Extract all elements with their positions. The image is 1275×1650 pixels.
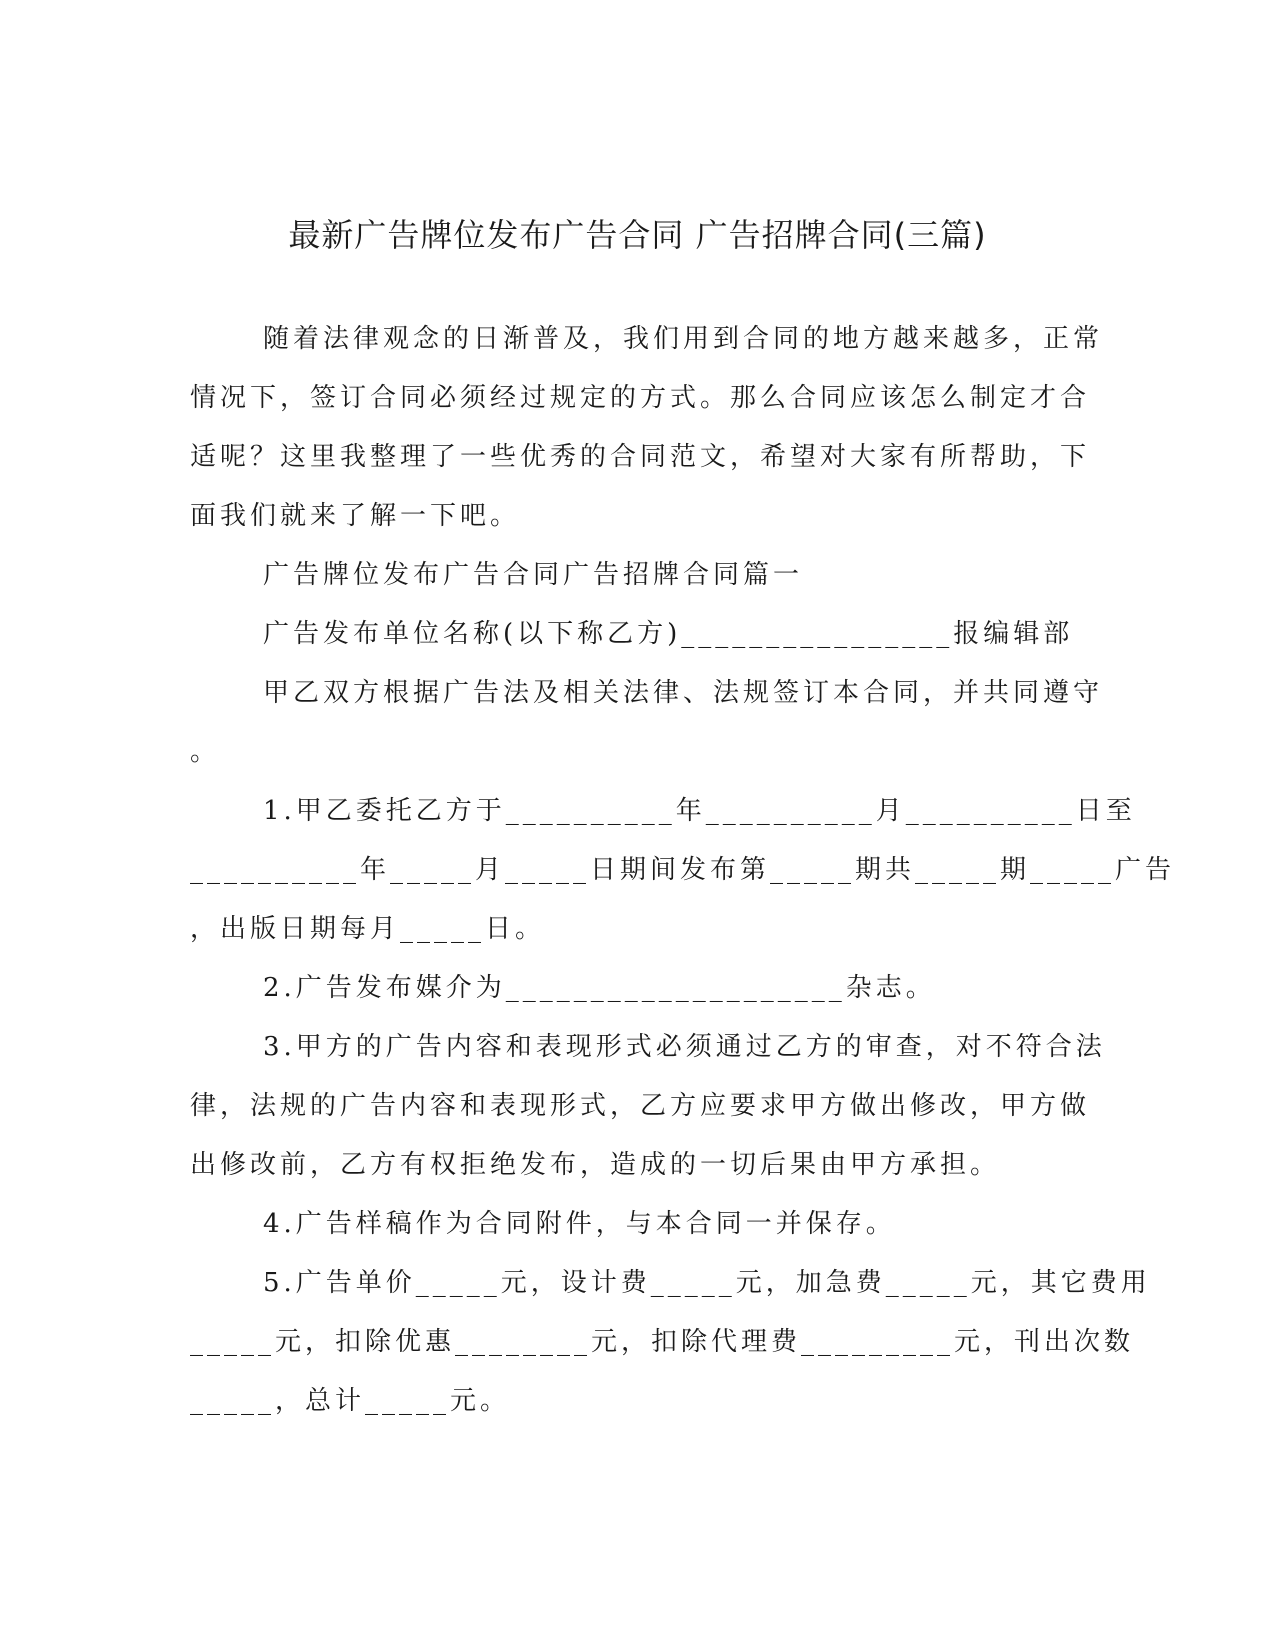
clause-4: 4.广告样稿作为合同附件，与本合同一并保存。 [263, 1209, 896, 1239]
intro-line-2: 情况下，签订合同必须经过规定的方式。那么合同应该怎么制定才合 [190, 383, 1091, 413]
clause-1-line-3: ，出版日期每月_____日。 [190, 914, 546, 944]
clause-3-line-1: 3.甲方的广告内容和表现形式必须通过乙方的审查，对不符合法 [263, 1032, 1106, 1062]
intro-line-1: 随着法律观念的日渐普及，我们用到合同的地方越来越多，正常 [263, 324, 1104, 354]
clause-3-line-2: 律，法规的广告内容和表现形式，乙方应要求甲方做出修改，甲方做 [190, 1091, 1091, 1121]
intro-line-3: 适呢？这里我整理了一些优秀的合同范文，希望对大家有所帮助，下 [190, 442, 1091, 472]
document-title: 最新广告牌位发布广告合同 广告招牌合同(三篇) [288, 216, 987, 254]
clause-5-line-1: 5.广告单价_____元，设计费_____元，加急费_____元，其它费用 [263, 1268, 1151, 1298]
agreement-line-2: 。 [190, 737, 221, 767]
agreement-line-1: 甲乙双方根据广告法及相关法律、法规签订本合同，并共同遵守 [263, 678, 1104, 708]
clause-5-line-2: _____元，扣除优惠________元，扣除代理费_________元，刊出次数 [190, 1327, 1135, 1357]
clause-3-line-3: 出修改前，乙方有权拒绝发布，造成的一切后果由甲方承担。 [190, 1150, 1001, 1180]
publisher-name-line: 广告发布单位名称(以下称乙方)________________报编辑部 [263, 619, 1074, 649]
clause-5-line-3: _____，总计_____元。 [190, 1386, 511, 1416]
clause-1-line-1: 1.甲乙委托乙方于__________年__________月__________日至 [263, 796, 1136, 826]
intro-line-4: 面我们就来了解一下吧。 [190, 501, 521, 531]
section-heading: 广告牌位发布广告合同广告招牌合同篇一 [263, 560, 804, 590]
clause-1-line-2: __________年_____月_____日期间发布第_____期共_____期_____广告 [190, 855, 1176, 885]
clause-2: 2.广告发布媒介为____________________杂志。 [263, 973, 936, 1003]
